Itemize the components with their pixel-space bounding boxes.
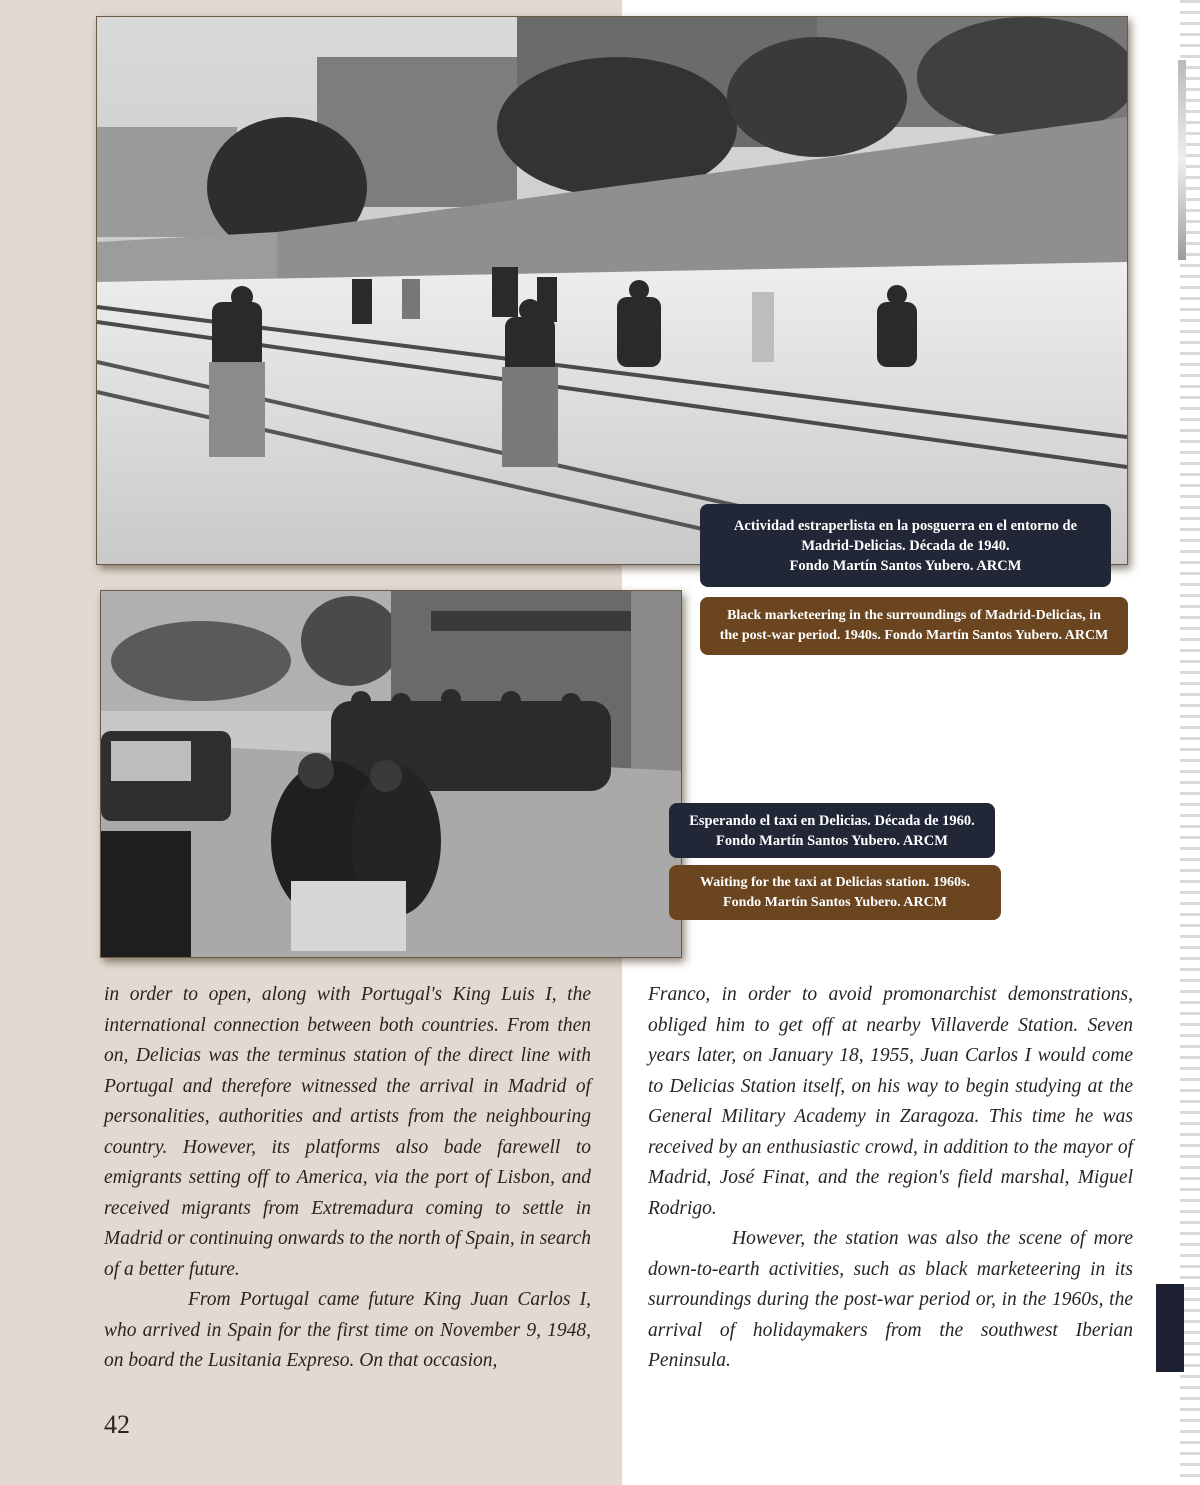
caption-photo1-spanish [700, 504, 1111, 587]
paragraph: in order to open, along with Portugal's King Luis I, the international connection between both countries. From then on, Delicias was the terminus station of the direct line with Portugal and therefore witnessed the arrival in Madrid of personalities, authorities and artists from the neighbouring country. However, its platforms also bade farewell to emigrants setting off to America, via the port of Lisbon, and received migrants from Extremadura coming to settle in Madrid or continuing onwards to the north of Spain, in search of a better future. [104, 984, 591, 1280]
photo-waiting-taxi-image [101, 591, 681, 957]
text-column-left [104, 980, 591, 1377]
text-column-right [648, 980, 1133, 1377]
caption-photo1-english-text: Black marketeering in the surroundings of Madrid-Delicias, in the post-war period. 1940s. Fondo Martín Santos Yubero. ARCM [719, 608, 1109, 643]
caption-photo2-english [669, 865, 1001, 920]
page-number: 42 [104, 1410, 130, 1439]
caption-photo2-spanish-text: Esperando el taxi en Delicias. Década de 1960. Fondo Martín Santos Yubero. ARCM [689, 812, 975, 849]
caption-photo2-english-text: Waiting for the taxi at Delicias station. 1960s. Fondo Martín Santos Yubero. ARCM [699, 874, 970, 910]
photo-black-marketeering [96, 16, 1128, 565]
photo-waiting-taxi [100, 590, 682, 958]
caption-photo1-english [700, 597, 1128, 655]
paragraph: From Portugal came future King Juan Carlos I, who arrived in Spain for the first time on November 9, 1948, on board the Lusitania Expreso. On that occasion, [104, 1289, 591, 1371]
photo-black-marketeering-image [97, 17, 1127, 564]
caption-photo2-spanish [669, 803, 995, 858]
caption-photo1-spanish-text: Actividad estraperlista en la posguerra en el entorno de Madrid-Delicias. Década de 1940. Fondo Martín Santos Yubero. ARCM [733, 517, 1078, 574]
binding-foil-strip [1178, 60, 1186, 260]
paragraph: However, the station was also the scene of more down-to-earth activities, such as black marketeering in its surroundings during the post-war period or, in the 1960s, the arrival of holidaymakers from the southwest Iberian Peninsula. [648, 1228, 1133, 1371]
paragraph: Franco, in order to avoid promonarchist demonstrations, obliged him to get off at nearby Villaverde Station. Seven years later, on January 18, 1955, Juan Carlos I would come to Delicias Station itself, on his way to begin studying at the General Military Academy in Zaragoza. This time he was received by an enthusiastic crowd, in addition to the mayor of Madrid, José Finat, and the region's field marshal, Miguel Rodrigo. [648, 984, 1133, 1219]
thumb-index-tab [1156, 1284, 1184, 1372]
